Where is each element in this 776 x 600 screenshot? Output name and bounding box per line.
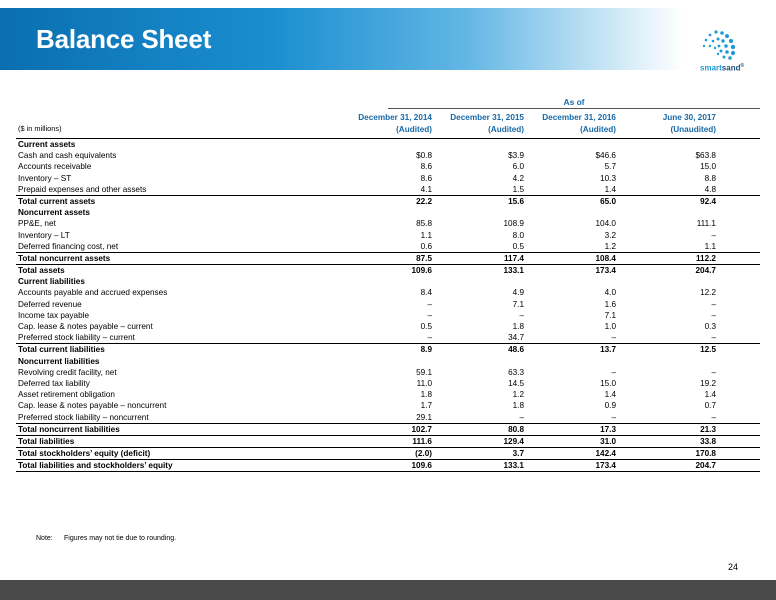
row-value: – xyxy=(611,367,616,377)
row-value: 13.7 xyxy=(600,345,616,355)
row-label: Asset retirement obligation xyxy=(18,390,115,400)
table-row xyxy=(16,412,760,423)
row-value: 21.3 xyxy=(700,424,716,434)
column-status: (Audited) xyxy=(580,125,616,134)
row-value: – xyxy=(711,299,716,309)
table-row xyxy=(16,276,760,287)
row-value: 111.1 xyxy=(696,219,716,229)
row-value: 17.3 xyxy=(600,424,616,434)
row-value: 1.7 xyxy=(420,401,432,411)
row-value: 109.6 xyxy=(411,461,432,471)
row-label: Current assets xyxy=(18,140,76,149)
row-label: Total stockholders’ equity (deficit) xyxy=(18,449,151,459)
row-value: – xyxy=(427,299,432,309)
row-value: 19.2 xyxy=(700,378,716,388)
row-value: 4.0 xyxy=(604,288,616,298)
smartsand-logo-icon xyxy=(688,24,748,84)
row-value: 109.6 xyxy=(411,266,432,276)
row-value: 14.5 xyxy=(508,378,524,388)
row-value: 65.0 xyxy=(600,196,616,206)
row-value: 22.2 xyxy=(416,196,432,206)
row-value: 4.9 xyxy=(512,288,524,298)
row-label: Deferred financing cost, net xyxy=(18,241,119,251)
row-value: 1.4 xyxy=(604,184,616,194)
table-row xyxy=(16,161,760,172)
row-value: 48.6 xyxy=(508,345,524,355)
as-of-heading: As of xyxy=(388,96,760,109)
table-row xyxy=(16,139,760,150)
row-value: 173.4 xyxy=(595,266,616,276)
row-value: 1.1 xyxy=(704,241,716,251)
row-value: 142.4 xyxy=(595,449,616,459)
row-value: 1.0 xyxy=(604,322,616,331)
row-value: – xyxy=(427,310,432,320)
row-value: $3.9 xyxy=(508,151,524,161)
row-label: Accounts receivable xyxy=(18,162,92,172)
row-value: 1.4 xyxy=(704,390,716,400)
row-value: $0.8 xyxy=(416,151,432,161)
row-value: 108.4 xyxy=(595,253,616,263)
table-row xyxy=(16,332,760,343)
row-label: Inventory – ST xyxy=(18,173,72,183)
row-label: Current liabilities xyxy=(18,277,85,287)
footnote-label: Note: xyxy=(36,535,53,542)
row-value: 0.5 xyxy=(512,241,524,251)
row-value: – xyxy=(711,230,716,240)
row-value: 204.7 xyxy=(695,461,716,471)
column-date: June 30, 2017 xyxy=(662,113,716,122)
row-label: Inventory – LT xyxy=(18,230,70,240)
row-value: – xyxy=(711,367,716,377)
row-label: Noncurrent assets xyxy=(18,208,90,218)
column-date: December 31, 2015 xyxy=(450,113,524,122)
row-value: – xyxy=(711,310,716,320)
table-row xyxy=(16,287,760,298)
row-value: 173.4 xyxy=(595,461,616,471)
table-row xyxy=(16,195,760,207)
row-value: 34.7 xyxy=(508,333,524,343)
row-value: 15.0 xyxy=(700,162,716,172)
table-row xyxy=(16,184,760,195)
row-value: 1.1 xyxy=(420,230,432,240)
row-value: 104.0 xyxy=(595,219,616,229)
column-status: (Audited) xyxy=(488,125,524,134)
row-label: Deferred tax liability xyxy=(18,378,90,388)
table-row xyxy=(16,400,760,411)
row-label: Total current liabilities xyxy=(18,345,105,355)
row-label: Preferred stock liability – current xyxy=(18,333,135,343)
row-value: 12.5 xyxy=(700,345,716,355)
row-value: 4.2 xyxy=(512,173,524,183)
table-row xyxy=(16,447,760,459)
row-label: Cap. lease & notes payable – noncurrent xyxy=(18,401,167,411)
logo-wordmark-a: smart xyxy=(700,63,722,73)
logo-trademark: ® xyxy=(740,63,745,69)
row-value: 0.5 xyxy=(420,322,432,331)
row-label: Noncurrent liabilities xyxy=(18,356,100,366)
logo-wordmark-b: sand xyxy=(721,63,741,73)
row-label: PP&E, net xyxy=(18,219,56,229)
page-number: 24 xyxy=(728,562,739,572)
table-row xyxy=(16,321,760,332)
row-value: 8.6 xyxy=(420,162,432,172)
row-value: 6.0 xyxy=(512,162,524,172)
row-value: 170.8 xyxy=(695,449,716,459)
table-row xyxy=(16,241,760,252)
footnote xyxy=(36,535,176,542)
column-status: (Unaudited) xyxy=(670,125,716,134)
row-value: 63.3 xyxy=(508,367,524,377)
row-value: 0.7 xyxy=(704,401,716,411)
row-label: Prepaid expenses and other assets xyxy=(18,184,147,194)
row-value: 8.6 xyxy=(420,173,432,183)
table-row xyxy=(16,356,760,367)
table-row xyxy=(16,310,760,321)
row-value: 1.8 xyxy=(420,390,432,400)
row-value: 80.8 xyxy=(508,424,524,434)
column-header-1 xyxy=(336,112,432,136)
table-row xyxy=(16,218,760,229)
row-label: Total current assets xyxy=(18,196,96,206)
column-header-3 xyxy=(520,112,616,136)
column-header-4 xyxy=(620,112,716,136)
table-row xyxy=(16,343,760,355)
row-value: 10.3 xyxy=(600,173,616,183)
row-value: 0.3 xyxy=(704,322,716,331)
row-value: 8.4 xyxy=(420,288,432,298)
row-value: 8.0 xyxy=(512,230,524,240)
row-value: 117.4 xyxy=(503,253,524,263)
column-date: December 31, 2016 xyxy=(542,113,616,122)
row-label: Total liabilities and stockholders’ equity xyxy=(18,461,173,471)
row-value: 1.8 xyxy=(512,401,524,411)
row-value: 133.1 xyxy=(503,461,524,471)
title-banner xyxy=(0,8,776,70)
row-value: 8.9 xyxy=(420,345,432,355)
row-value: $46.6 xyxy=(595,151,616,161)
row-value: 5.7 xyxy=(604,162,616,172)
row-value: 3.2 xyxy=(604,230,616,240)
table-row xyxy=(16,435,760,447)
row-value: 0.6 xyxy=(420,241,432,251)
row-value: 8.8 xyxy=(704,173,716,183)
row-value: – xyxy=(611,412,616,422)
table-row xyxy=(16,378,760,389)
row-label: Accounts payable and accrued expenses xyxy=(18,288,168,298)
row-value: 1.2 xyxy=(512,390,524,400)
row-value: 1.5 xyxy=(512,184,524,194)
row-value: 204.7 xyxy=(695,266,716,276)
table-row xyxy=(16,252,760,264)
column-header-2 xyxy=(428,112,524,136)
table-row xyxy=(16,264,760,276)
row-value: 59.1 xyxy=(416,367,432,377)
table-row xyxy=(16,173,760,184)
row-value: – xyxy=(427,333,432,343)
row-value: $63.8 xyxy=(695,151,716,161)
table-row xyxy=(16,367,760,378)
row-label: Total liabilities xyxy=(18,436,75,446)
row-value: 1.6 xyxy=(604,299,616,309)
row-label: Cash and cash equivalents xyxy=(18,151,117,161)
row-label: Cap. lease & notes payable – current xyxy=(18,322,153,331)
table-row xyxy=(16,230,760,241)
row-value: 111.6 xyxy=(412,436,432,446)
row-value: 108.9 xyxy=(503,219,524,229)
row-value: – xyxy=(611,333,616,343)
row-label: Income tax payable xyxy=(18,310,90,320)
row-value: 15.6 xyxy=(508,196,524,206)
row-value: 112.2 xyxy=(695,253,716,263)
table-row xyxy=(16,389,760,400)
table-row xyxy=(16,299,760,310)
row-value: 7.1 xyxy=(604,310,616,320)
row-label: Preferred stock liability – noncurrent xyxy=(18,412,149,422)
row-label: Deferred revenue xyxy=(18,299,82,309)
row-label: Total noncurrent assets xyxy=(18,253,111,263)
table-row xyxy=(16,459,760,472)
row-value: 85.8 xyxy=(416,219,432,229)
row-value: 0.9 xyxy=(604,401,616,411)
row-value: 7.1 xyxy=(512,299,524,309)
row-value: 92.4 xyxy=(700,196,716,206)
row-label: Total assets xyxy=(18,266,65,276)
row-value: 15.0 xyxy=(600,378,616,388)
row-value: 4.1 xyxy=(420,184,432,194)
table-row xyxy=(16,207,760,218)
row-value: 102.7 xyxy=(411,424,432,434)
row-value: 11.0 xyxy=(416,378,432,388)
row-value: 129.4 xyxy=(503,436,524,446)
row-value: 12.2 xyxy=(700,288,716,298)
table-row xyxy=(16,423,760,435)
row-value: – xyxy=(711,412,716,422)
row-value: 4.8 xyxy=(704,184,716,194)
row-value: – xyxy=(519,310,524,320)
column-date: December 31, 2014 xyxy=(358,113,432,122)
row-value: 1.4 xyxy=(604,390,616,400)
row-value: 3.7 xyxy=(512,449,524,459)
row-value: 31.0 xyxy=(600,436,616,446)
page-title: Balance Sheet xyxy=(36,24,212,54)
row-value: – xyxy=(711,333,716,343)
table-body xyxy=(16,138,760,472)
row-value: – xyxy=(519,412,524,422)
row-value: 33.8 xyxy=(700,436,716,446)
row-value: 29.1 xyxy=(416,412,432,422)
logo-wordmark xyxy=(700,63,744,73)
row-value: 87.5 xyxy=(416,253,432,263)
footnote-text: Figures may not tie due to rounding. xyxy=(64,535,177,542)
row-value: 1.8 xyxy=(512,322,524,331)
column-status: (Audited) xyxy=(396,125,432,134)
row-value: 1.2 xyxy=(604,241,616,251)
row-label: Total noncurrent liabilities xyxy=(18,424,120,434)
table-row xyxy=(16,150,760,161)
units-label: ($ in millions) xyxy=(18,124,62,133)
row-value: (2.0) xyxy=(415,449,432,459)
footer-bar xyxy=(0,580,776,600)
row-value: 133.1 xyxy=(503,266,524,276)
row-label: Revolving credit facility, net xyxy=(18,367,117,377)
